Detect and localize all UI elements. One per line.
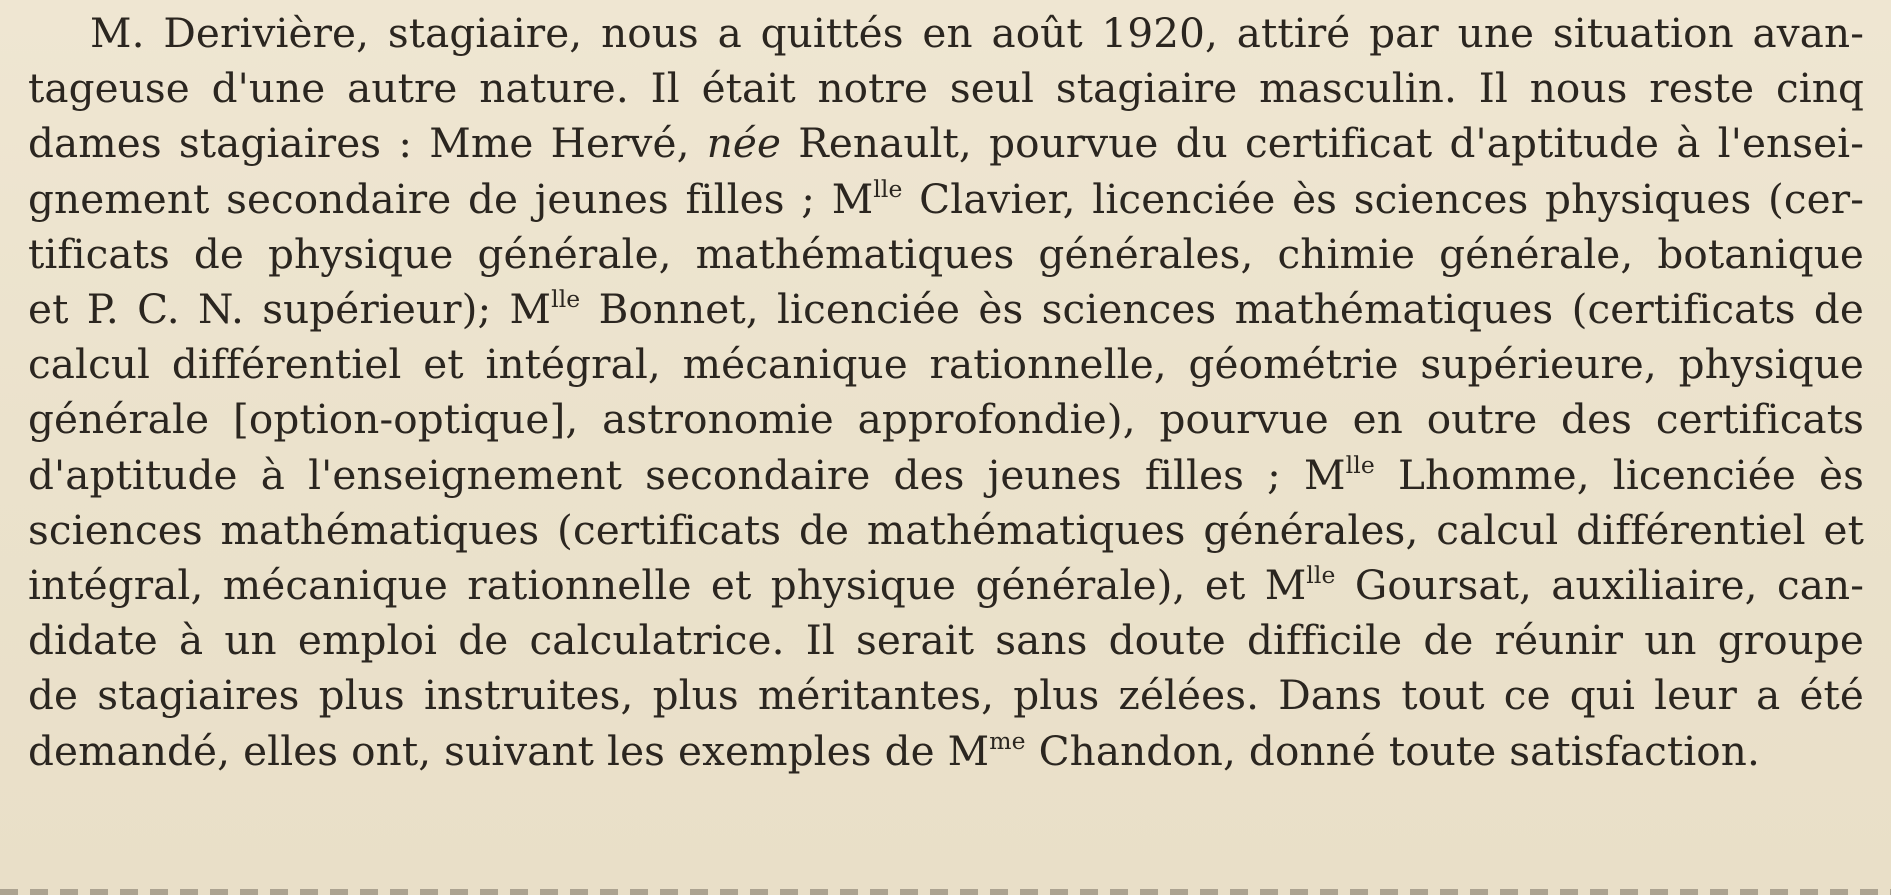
- text-run: gnement secondaire de jeunes filles ; M: [28, 174, 874, 223]
- text-run: Renault, pourvue du certificat d'aptitude à l'ensei-: [781, 119, 1864, 168]
- superscript-abbreviation: lle: [551, 285, 581, 314]
- text-run: intégral, mécanique rationnelle et physique générale), et M: [28, 561, 1307, 610]
- text-line: [28, 613, 1864, 668]
- text-run: M. Derivière, stagiaire, nous a quittés en août 1920, attiré par une situation avan-: [90, 9, 1864, 57]
- text-run: didate à un emploi de calculatrice. Il serait sans doute difficile de réunir un groupe: [28, 616, 1864, 665]
- text-line: [28, 558, 1864, 613]
- text-line: [28, 6, 1864, 61]
- text-run: sciences mathématiques (certificats de mathématiques générales, calcul différentiel et: [28, 505, 1864, 554]
- text-line: [28, 392, 1864, 447]
- text-run: générale [option-optique], astronomie approfondie), pourvue en outre des certificats: [28, 395, 1864, 444]
- text-run: Goursat, auxiliaire, can-: [1335, 561, 1864, 610]
- text-line: [28, 61, 1864, 116]
- superscript-abbreviation: lle: [1306, 561, 1336, 590]
- superscript-abbreviation: lle: [873, 174, 903, 203]
- text-run: tageuse d'une autre nature. Il était notre seul stagiaire masculin. Il nous reste cinq: [28, 64, 1864, 113]
- text-line: [28, 172, 1864, 227]
- text-run: demandé, elles ont, suivant les exemples de M: [28, 726, 990, 775]
- text-run: tificats de physique générale, mathématiques générales, chimie générale, botanique: [28, 229, 1864, 278]
- text-line: [28, 282, 1864, 337]
- text-run: et P. C. N. supérieur); M: [28, 285, 552, 334]
- text-line: [28, 337, 1864, 392]
- text-run: Lhomme, licenciée ès: [1374, 450, 1864, 499]
- cropped-next-line: [0, 889, 1891, 895]
- italic-text-run: née: [706, 119, 782, 168]
- body-paragraph: [28, 6, 1864, 779]
- text-run: Bonnet, licenciée ès sciences mathématiques (certificats de: [580, 285, 1864, 334]
- text-line: [28, 116, 1864, 171]
- text-run: calcul différentiel et intégral, mécanique rationnelle, géométrie supérieure, physique: [28, 340, 1864, 389]
- superscript-abbreviation: me: [989, 726, 1026, 755]
- text-line: [28, 448, 1864, 503]
- text-line: [28, 227, 1864, 282]
- text-line: [28, 724, 1864, 779]
- text-run: Clavier, licenciée ès sciences physiques (cer-: [902, 174, 1864, 223]
- text-run: de stagiaires plus instruites, plus méritantes, plus zélées. Dans tout ce qui leur a été: [28, 671, 1864, 720]
- text-line: [28, 503, 1864, 558]
- text-line: [28, 668, 1864, 723]
- text-run: Chandon, donné toute satisfaction.: [1025, 726, 1760, 775]
- text-run: dames stagiaires : Mme Hervé,: [28, 119, 707, 168]
- text-run: d'aptitude à l'enseignement secondaire des jeunes filles ; M: [28, 450, 1346, 499]
- superscript-abbreviation: lle: [1345, 450, 1375, 479]
